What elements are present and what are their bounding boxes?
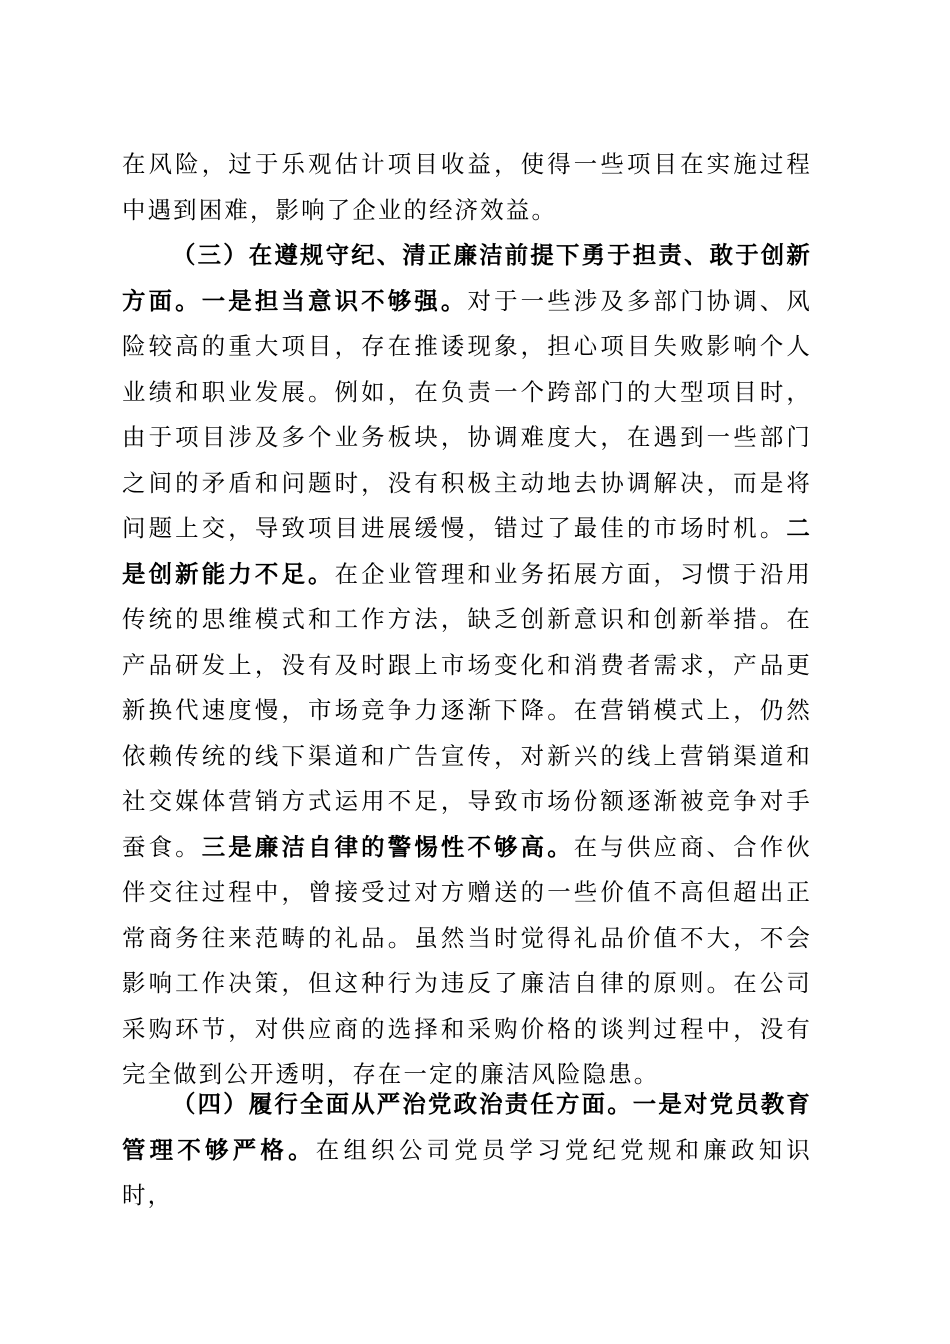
paragraph-1 [122,142,812,233]
paragraph-1-text: 在风险，过于乐观估计项目收益，使得一些项目在实施过程中遇到困难，影响了企业的经济效益。 [122,150,812,224]
point-3-text: 在与供应商、合作伙伴交往过程中，曾接受过对方赠送的一些价值不高但超出正常商务往来范畴的礼品。虽然当时觉得礼品价值不大，不会影响工作决策，但这种行为违反了廉洁自律的原则。在公司采购环节，对供应商的选择和采购价格的谈判过程中，没有完全做到公开透明，存在一定的廉洁风险隐患。 [122,832,812,1088]
point-1-title: 一是担当意识不够强。 [201,286,468,315]
paragraph-3 [122,1082,812,1219]
point-2-title: 二是创新能力不足。 [122,514,812,588]
point-1-text: 对于一些涉及多部门协调、风险较高的重大项目，存在推诿现象，担心项目失败影响个人业绩和职业发展。例如，在负责一个跨部门的大型项目时，由于项目涉及多个业务板块，协调难度大，在遇到一些部门之间的矛盾和问题时，没有积极主动地去协调解决，而是将问题上交，导致项目进展缓慢，错过了最佳的市场时机。 [122,286,812,542]
point-2-text: 在企业管理和业务拓展方面，习惯于沿用传统的思维模式和工作方法，缺乏创新意识和创新举措。在产品研发上，没有及时跟上市场变化和消费者需求，产品更新换代速度慢，市场竞争力逐渐下降。在营销模式上，仍然依赖传统的线下渠道和广告宣传，对新兴的线上营销渠道和社交媒体营销方式运用不足，导致市场份额逐渐被竞争对手蚕食。 [122,559,812,861]
section-3-heading: （三）在遵规守纪、清正廉洁前提下勇于担责、敢于创新方面。 [122,241,812,315]
section-4-point-1-text: 在组织公司党员学习党纪党规和廉政知识时， [122,1135,812,1209]
point-3-title: 三是廉洁自律的警惕性不够高。 [201,832,574,861]
section-4-point-1-title: 一是对党员教育管理不够严格。 [122,1090,812,1164]
section-4-heading: （四）履行全面从严治党政治责任方面。 [172,1090,633,1118]
paragraph-2 [122,233,812,1098]
